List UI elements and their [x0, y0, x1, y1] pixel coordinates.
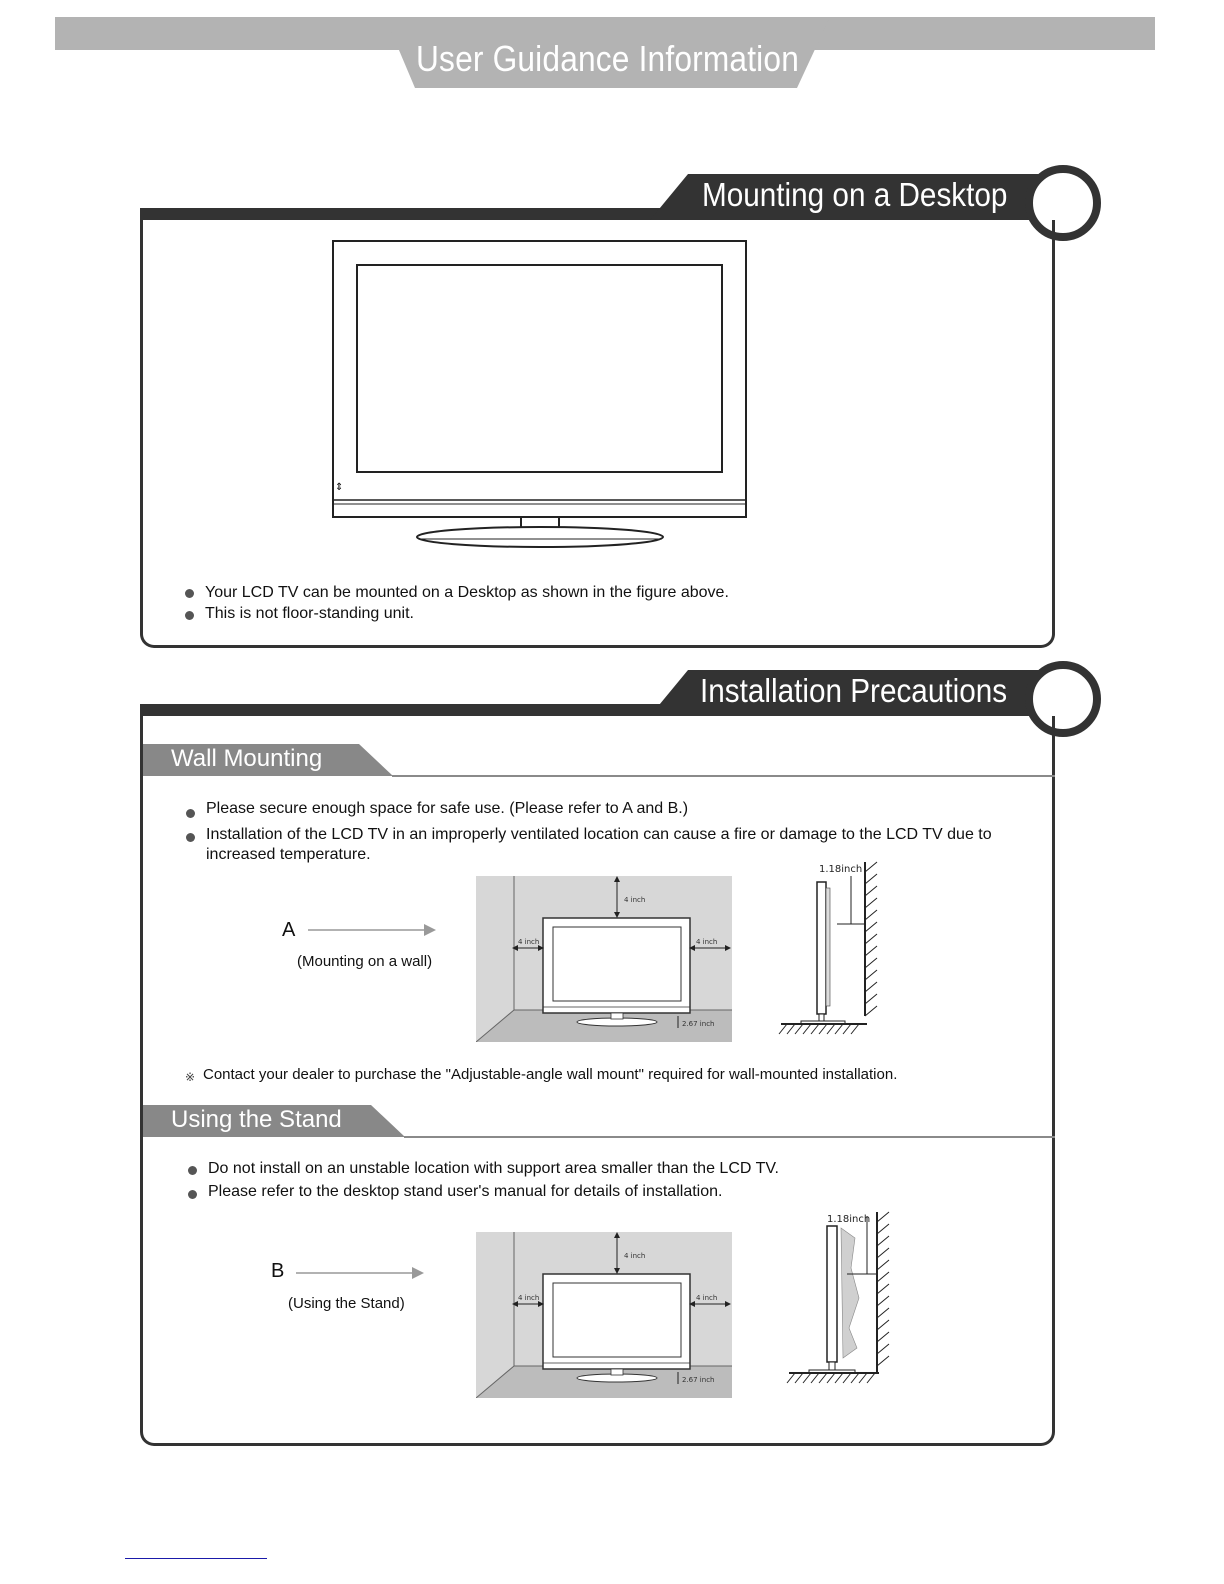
diagram-a-caption: (Mounting on a wall) — [297, 953, 433, 970]
diagram-b-letter: B — [271, 1260, 285, 1282]
wall-mount-clearance-diagram — [476, 876, 732, 1042]
bullet-dot — [188, 1166, 197, 1175]
page-title: User Guidance Information — [416, 38, 799, 79]
stand-clearance-diagram — [476, 1232, 732, 1398]
clearance-top-label: 4 inch — [624, 1252, 646, 1260]
bullet-dot — [186, 809, 195, 818]
arrow-icon — [308, 922, 440, 938]
clearance-top-label: 4 inch — [624, 896, 646, 904]
wall-mount-side-view — [775, 858, 885, 1036]
note-symbol: ※ — [185, 1070, 196, 1084]
wall-bullet-2: Installation of the LCD TV in an improperly ventilated location can cause a fire or damage to the LCD TV due to increased temperature. — [206, 826, 992, 863]
using-stand-title: Using the Stand — [171, 1106, 342, 1133]
diagram-b-caption: (Using the Stand) — [288, 1295, 405, 1312]
wall-bullet-1: Please secure enough space for safe use. (Please refer to A and B.) — [206, 800, 689, 817]
bullet-dot — [185, 589, 194, 598]
desktop-bullet-2: This is not floor-standing unit. — [205, 605, 414, 622]
divider — [404, 1136, 1055, 1138]
wall-mount-note: Contact your dealer to purchase the "Adjustable-angle wall mount" required for wall-mounted installation. — [203, 1066, 898, 1083]
side-gap-label: 1.18inch — [827, 1214, 871, 1225]
diagram-a-letter: A — [282, 919, 296, 941]
desktop-section-title: Mounting on a Desktop — [702, 176, 1008, 213]
clearance-right-label: 4 inch — [696, 1294, 718, 1302]
stand-bullet-2: Please refer to the desktop stand user's manual for details of installation. — [208, 1183, 723, 1200]
footer-link-underline — [125, 1558, 267, 1559]
stand-bullet-1: Do not install on an unstable location with support area smaller than the LCD TV. — [208, 1160, 779, 1177]
clearance-bottom-label: 2.67 inch — [682, 1020, 715, 1028]
clearance-left-label: 4 inch — [518, 938, 540, 946]
desktop-bullet-1: Your LCD TV can be mounted on a Desktop as shown in the figure above. — [205, 584, 729, 601]
bullet-dot — [185, 611, 194, 620]
divider — [392, 775, 1055, 777]
side-gap-label: 1.18inch — [819, 864, 863, 875]
bullet-dot — [186, 833, 195, 842]
bullet-dot — [188, 1190, 197, 1199]
arrow-icon — [296, 1265, 428, 1281]
clearance-left-label: 4 inch — [518, 1294, 540, 1302]
clearance-bottom-label: 2.67 inch — [682, 1376, 715, 1384]
wall-mounting-title: Wall Mounting — [171, 745, 323, 772]
clearance-right-label: 4 inch — [696, 938, 718, 946]
stand-side-view — [785, 1208, 895, 1386]
svg-text:⇕: ⇕ — [335, 482, 344, 493]
precautions-section-title: Installation Precautions — [700, 672, 1008, 709]
desktop-tv-illustration — [330, 238, 750, 553]
